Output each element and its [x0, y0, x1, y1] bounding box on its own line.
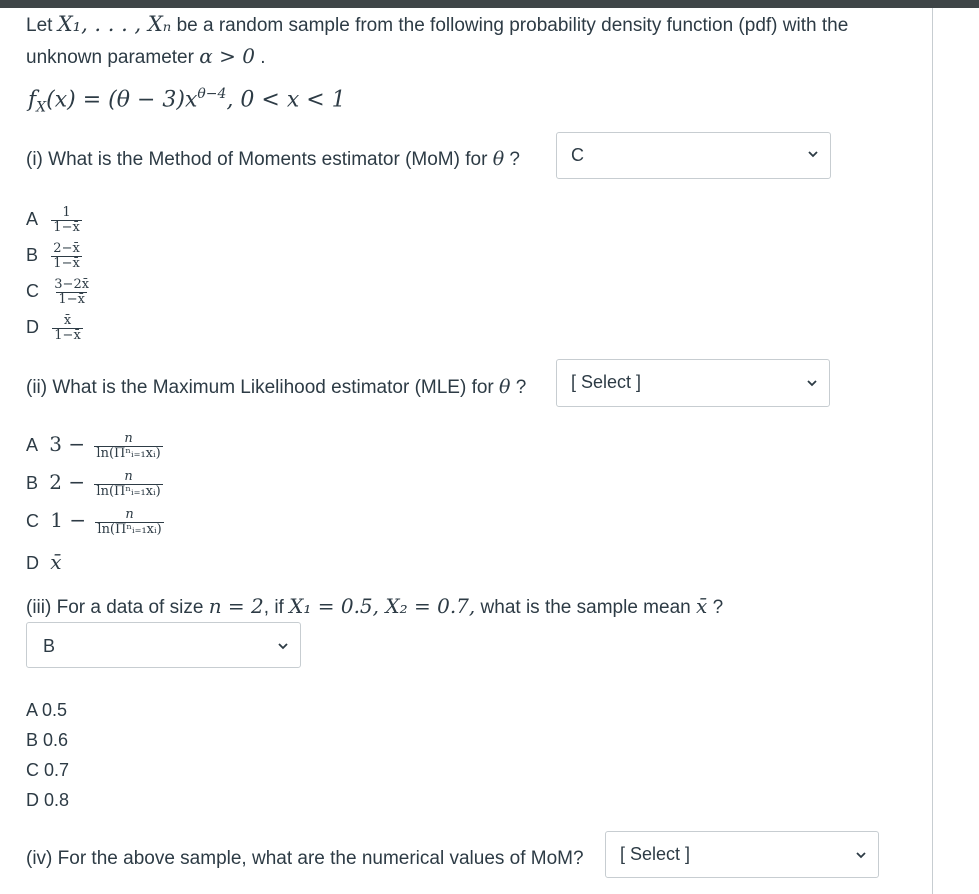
option-letter: C	[26, 511, 39, 532]
q4-dropdown[interactable]	[605, 831, 879, 878]
q3-text	[26, 594, 723, 619]
intro-text-2: unknown parameter	[26, 47, 194, 68]
intro-line-1	[26, 12, 848, 37]
chevron-down-icon	[854, 848, 868, 862]
intro-math-alpha: α > 0	[199, 44, 255, 68]
q2-dropdown-value: [ Select ]	[571, 372, 642, 392]
option-fraction	[51, 206, 82, 234]
q1-label: (i) What is the Method of Moments estimator (MoM) for	[26, 149, 488, 170]
option-letter: A	[26, 435, 39, 456]
option-lead: 2 −	[49, 470, 86, 495]
pdf-formula	[28, 86, 346, 116]
q2-text	[26, 376, 526, 399]
q3-option-a: A 0.5	[26, 700, 68, 720]
option-fraction	[94, 432, 162, 460]
fraction-numerator: n	[124, 431, 133, 446]
pdf-exponent: θ−4	[197, 86, 227, 102]
fraction-numerator: 1	[62, 205, 71, 220]
q1-qmark: ?	[509, 149, 520, 170]
chevron-down-icon	[806, 147, 820, 161]
option-letter: C	[26, 281, 39, 302]
pdf-sub: X	[36, 99, 47, 116]
q1-theta: θ	[492, 148, 505, 170]
fraction-numerator: n	[124, 469, 133, 484]
option-letter: A	[26, 209, 39, 230]
intro-text-post: be a random sample from the following probability density function (pdf) with the	[176, 15, 849, 36]
option-lead: 1 −	[50, 508, 87, 533]
q2-theta: θ	[499, 376, 511, 398]
intro-period: .	[260, 47, 266, 68]
option-fraction	[52, 278, 91, 306]
option-letter: B	[26, 473, 39, 494]
q2-dropdown[interactable]	[556, 359, 830, 407]
q2-option-a	[26, 432, 163, 460]
option-letter: D	[26, 317, 39, 338]
chevron-down-icon	[805, 376, 819, 390]
fraction-numerator: x̄	[63, 313, 72, 328]
option-lead: 3 −	[49, 432, 86, 457]
q4-dropdown-value: [ Select ]	[620, 844, 691, 864]
q4-text: (iv) For the above sample, what are the numerical values of MoM?	[26, 848, 584, 869]
q1-dropdown[interactable]	[556, 132, 831, 179]
fraction-denominator: 1−x̄	[58, 291, 85, 307]
intro-line-2	[26, 44, 265, 69]
q2-option-b	[26, 470, 163, 498]
option-lead: x̄	[50, 550, 62, 574]
q1-option-a	[26, 206, 82, 234]
q3-label-mid: , if	[263, 597, 284, 618]
q3-option-d: D 0.8	[26, 790, 70, 810]
q3-math-data: X₁ = 0.5, X₂ = 0.7,	[289, 594, 476, 618]
q2-option-d	[26, 550, 62, 575]
q3-label-post: what is the sample mean	[480, 597, 691, 618]
q2-qmark: ?	[515, 377, 527, 398]
fraction-numerator: n	[125, 507, 134, 522]
q3-label-pre: (iii) For a data of size	[26, 597, 204, 618]
q1-option-d	[26, 314, 83, 342]
q3-dropdown-value: B	[43, 636, 56, 656]
pdf-body: (x) = (θ − 3)x	[46, 87, 198, 113]
q1-option-b	[26, 242, 82, 270]
intro-math-sample: X₁, . . . , Xₙ	[57, 12, 172, 36]
q1-option-c	[26, 278, 91, 306]
option-fraction	[94, 470, 162, 498]
q3-math-n: n = 2	[208, 594, 264, 618]
content-right-border	[932, 8, 933, 894]
q3-math-xbar: x̄	[696, 594, 708, 618]
fraction-denominator: 1−x̄	[54, 327, 81, 343]
q1-text	[26, 148, 520, 171]
fraction-denominator: ln(Πⁿᵢ₌₁xᵢ)	[96, 445, 161, 461]
option-letter: D	[26, 553, 39, 573]
option-fraction	[51, 242, 82, 270]
q1-dropdown-value: C	[571, 145, 584, 165]
q3-option-b: B 0.6	[26, 730, 69, 750]
fraction-numerator: 3−2x̄	[54, 277, 90, 292]
chevron-down-icon	[276, 639, 290, 653]
pdf-domain: , 0 < x < 1	[226, 87, 346, 113]
q3-dropdown[interactable]	[26, 622, 301, 668]
option-letter: B	[26, 245, 39, 266]
option-fraction	[52, 314, 83, 342]
fraction-denominator: ln(Πⁿᵢ₌₁xᵢ)	[97, 521, 162, 537]
fraction-denominator: ln(Πⁿᵢ₌₁xᵢ)	[96, 483, 161, 499]
fraction-numerator: 2−x̄	[53, 241, 80, 256]
intro-text: Let	[26, 15, 53, 36]
fraction-denominator: 1−x̄	[53, 219, 80, 235]
option-fraction	[95, 508, 163, 536]
fraction-denominator: 1−x̄	[53, 255, 80, 271]
q2-label: (ii) What is the Maximum Likelihood estimator (MLE) for	[26, 377, 494, 398]
top-bar	[0, 0, 979, 8]
q3-qmark: ?	[712, 597, 724, 618]
q3-option-c: C 0.7	[26, 760, 70, 780]
q2-option-c	[26, 508, 164, 536]
pdf-f: f	[28, 87, 37, 113]
